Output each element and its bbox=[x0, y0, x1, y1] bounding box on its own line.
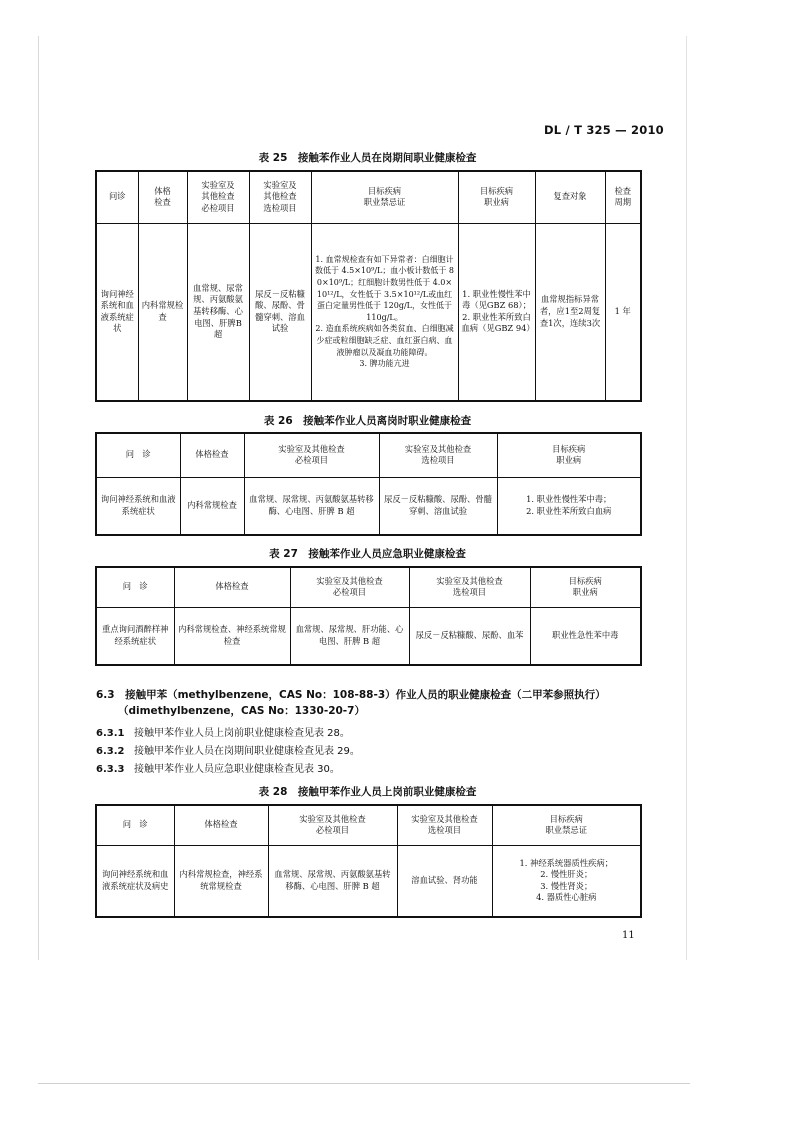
table25-header-physical: 体格 检查 bbox=[138, 171, 187, 223]
subsection-item bbox=[96, 760, 340, 775]
table28-cell-physical: 内科常规检查，神经系统常规检查 bbox=[174, 845, 268, 917]
table-row bbox=[96, 223, 641, 401]
table28-header-row bbox=[96, 805, 641, 845]
table25-cell-lab-optional: 尿反－反粘糠酸、尿酚、骨髓穿刺、溶血试验 bbox=[249, 223, 311, 401]
table25-header-cycle: 检查 周期 bbox=[605, 171, 641, 223]
table25-header-inquiry: 问诊 bbox=[96, 171, 138, 223]
table25-header-occupational-disease: 目标疾病 职业病 bbox=[458, 171, 535, 223]
contraindication-item: 1. 神经系统器质性疾病； bbox=[519, 857, 614, 868]
page-frame-bottom bbox=[38, 1083, 690, 1084]
subsection-text: 接触甲苯作业人员应急职业健康检查见表 30。 bbox=[134, 764, 340, 775]
table25-cell-lab-required: 血常规、尿常规、丙氨酸氨基转移酶、心电图、肝脾B超 bbox=[187, 223, 249, 401]
table27-cell-inquiry: 重点询问酒醉样神经系统症状 bbox=[96, 607, 174, 665]
table26-header-physical: 体格检查 bbox=[180, 433, 244, 477]
contraindication-item: 3. 脾功能亢进 bbox=[359, 359, 410, 369]
contraindication-item: 2. 造血系统疾病如各类贫血、白细胞减少症或粒细胞缺乏症、血红蛋白病、血液肿瘤以及凝血功能障碍。 bbox=[315, 324, 454, 357]
table28-cell-lab-optional: 溶血试验、肾功能 bbox=[397, 845, 492, 917]
table28-header-inquiry: 问 诊 bbox=[96, 805, 174, 845]
table25-cell-inquiry: 询问神经系统和血液系统症状 bbox=[96, 223, 138, 401]
subsection-number: 6.3.1 bbox=[96, 728, 125, 739]
table27-cell-target: 职业性急性苯中毒 bbox=[530, 607, 641, 665]
table26-caption: 表 26 接触苯作业人员离岗时职业健康检查 bbox=[263, 415, 472, 427]
section-title bbox=[96, 687, 656, 720]
section-title-line1: 6.3 接触甲苯（methylbenzene，CAS No：108-88-3）作业人员的职业健康检查（二甲苯参照执行） bbox=[96, 689, 606, 701]
table27-header-row bbox=[96, 567, 641, 607]
subsection-number: 6.3.2 bbox=[96, 746, 125, 757]
table28 bbox=[95, 804, 642, 918]
table25-header-lab-optional: 实验室及 其他检查 选检项目 bbox=[249, 171, 311, 223]
table26-header-row bbox=[96, 433, 641, 477]
table27-header-inquiry: 问 诊 bbox=[96, 567, 174, 607]
page-number: 11 bbox=[622, 930, 635, 941]
document-id: DL / T 325 — 2010 bbox=[544, 123, 664, 137]
table25 bbox=[95, 170, 642, 402]
table27-header-physical: 体格检查 bbox=[174, 567, 290, 607]
page-frame-right bbox=[686, 36, 687, 960]
table28-header-physical: 体格检查 bbox=[174, 805, 268, 845]
contraindication-item: 3. 慢性肾炎； bbox=[540, 880, 593, 891]
table26-header-inquiry: 问 诊 bbox=[96, 433, 180, 477]
subsection-text: 接触甲苯作业人员上岗前职业健康检查见表 28。 bbox=[134, 728, 350, 739]
contraindication-item: 4. 器质性心脏病 bbox=[536, 892, 597, 903]
table27-cell-lab-optional: 尿反－反粘糠酸、尿酚、血苯 bbox=[409, 607, 530, 665]
disease-item: 2. 职业性苯所致白血病 bbox=[526, 505, 612, 516]
table27-header-lab-required: 实验室及其他检查 必检项目 bbox=[290, 567, 409, 607]
contraindication-item: 2. 慢性肝炎； bbox=[540, 869, 593, 880]
table26-header-lab-required: 实验室及其他检查 必检项目 bbox=[244, 433, 379, 477]
table28-cell-inquiry: 询问神经系统和血液系统症状及病史 bbox=[96, 845, 174, 917]
table25-header-recheck: 复查对象 bbox=[535, 171, 605, 223]
table26-header-lab-optional: 实验室及其他检查 选检项目 bbox=[379, 433, 497, 477]
table28-header-lab-optional: 实验室及其他检查 选检项目 bbox=[397, 805, 492, 845]
table28-header-lab-required: 实验室及其他检查 必检项目 bbox=[268, 805, 397, 845]
table27-caption: 表 27 接触苯作业人员应急职业健康检查 bbox=[269, 548, 466, 560]
table26-cell-inquiry: 询问神经系统和血液系统症状 bbox=[96, 477, 180, 535]
subsection-item bbox=[96, 742, 360, 757]
table25-header-row bbox=[96, 171, 641, 223]
section-title-line2: （dimethylbenzene，CAS No：1330-20-7） bbox=[118, 705, 365, 718]
disease-item: 1. 职业性慢性苯中毒（见GBZ 68）； bbox=[461, 288, 532, 311]
disease-item: 2. 职业性苯所致白血病（见GBZ 94） bbox=[461, 311, 535, 334]
page-frame-left bbox=[38, 36, 39, 960]
table25-caption: 表 25 接触苯作业人员在岗期间职业健康检查 bbox=[258, 152, 477, 164]
table25-header-contraindications: 目标疾病 职业禁忌证 bbox=[311, 171, 458, 223]
table-row bbox=[96, 607, 641, 665]
table25-cell-physical: 内科常规检查 bbox=[138, 223, 187, 401]
table28-caption: 表 28 接触甲苯作业人员上岗前职业健康检查 bbox=[258, 786, 477, 798]
table25-cell-contraindications bbox=[311, 223, 458, 401]
table-row bbox=[96, 477, 641, 535]
table27-header-lab-optional: 实验室及其他检查 选检项目 bbox=[409, 567, 530, 607]
table28-cell-target bbox=[492, 845, 641, 917]
table26-cell-lab-optional: 尿反－反粘糠酸、尿酚、骨髓穿刺、溶血试验 bbox=[379, 477, 497, 535]
subsection-number: 6.3.3 bbox=[96, 764, 125, 775]
table26-cell-physical: 内科常规检查 bbox=[180, 477, 244, 535]
table25-cell-cycle: 1 年 bbox=[605, 223, 641, 401]
subsection-item bbox=[96, 724, 350, 739]
table27-cell-physical: 内科常规检查、神经系统常规检查 bbox=[174, 607, 290, 665]
table28-cell-lab-required: 血常规、尿常规、丙氨酸氨基转移酶、心电图、肝脾 B 超 bbox=[268, 845, 397, 917]
table26 bbox=[95, 432, 642, 536]
table28-header-target: 目标疾病 职业禁忌证 bbox=[492, 805, 641, 845]
table25-cell-occupational-disease bbox=[458, 223, 535, 401]
table27 bbox=[95, 566, 642, 666]
subsection-text: 接触甲苯作业人员在岗期间职业健康检查见表 29。 bbox=[134, 746, 360, 757]
table27-header-target: 目标疾病 职业病 bbox=[530, 567, 641, 607]
disease-item: 1. 职业性慢性苯中毒； bbox=[526, 494, 612, 505]
contraindication-item: 1. 血常规检查有如下异常者：白细胞计数低于 4.5×10⁹/L；血小板计数低于 80×10⁹/L；红细胞计数男性低于 4.0×10¹²/L，女性低于 3.5×10¹²/L或血红蛋白定量男性低于 120g/L，女性低于 110g/L。 bbox=[315, 254, 454, 322]
table26-cell-lab-required: 血常规、尿常规、丙氨酸氨基转移酶、心电图、肝脾 B 超 bbox=[244, 477, 379, 535]
table26-cell-target bbox=[497, 477, 641, 535]
table-row bbox=[96, 845, 641, 917]
table27-cell-lab-required: 血常规、尿常规、肝功能、心电图、肝脾 B 超 bbox=[290, 607, 409, 665]
table25-header-lab-required: 实验室及 其他检查 必检项目 bbox=[187, 171, 249, 223]
table25-cell-recheck: 血常规指标异常者，应1至2周复查1次，连续3次 bbox=[535, 223, 605, 401]
table26-header-target: 目标疾病 职业病 bbox=[497, 433, 641, 477]
